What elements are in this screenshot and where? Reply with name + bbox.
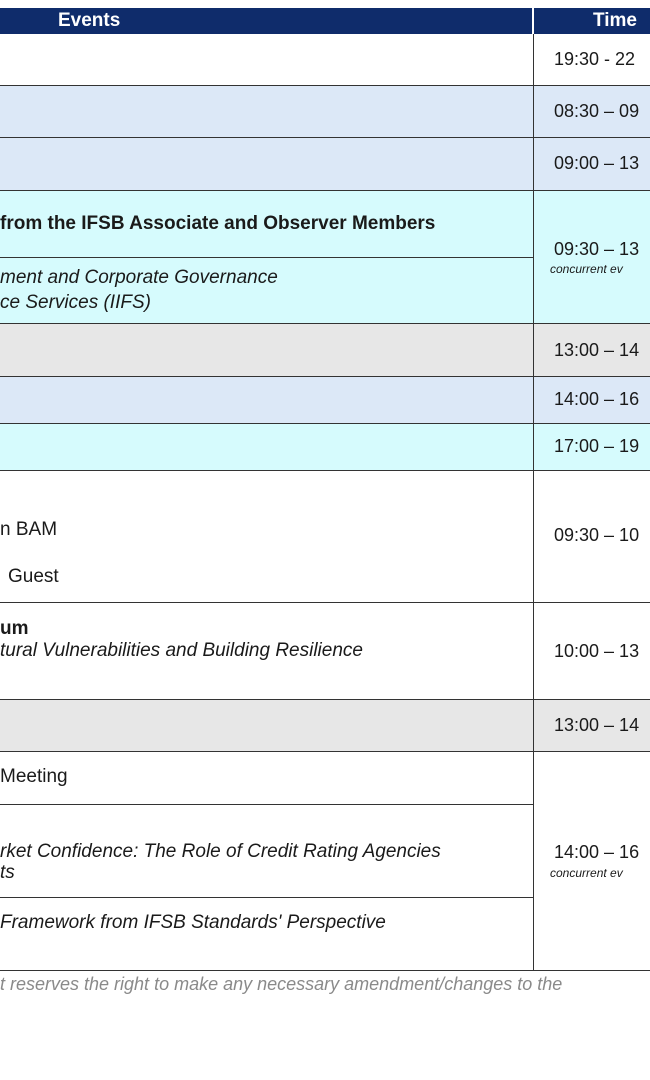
row-8-event-line2: Guest [8, 566, 59, 587]
row-4-time: 09:30 – 13 [554, 239, 640, 259]
row-divider [0, 376, 650, 377]
row-divider [0, 190, 650, 191]
row-5-time: 13:00 – 14 [554, 340, 640, 360]
row-divider [0, 699, 650, 700]
time-header-label: Time [593, 10, 638, 31]
row-7-time: 17:00 – 19 [554, 436, 640, 456]
row-divider [0, 257, 533, 258]
row-8-time: 09:30 – 10 [554, 525, 640, 545]
row-9-event-title: um [0, 618, 29, 639]
events-column-header [0, 8, 532, 34]
row-11-concurrent-note: concurrent ev [550, 866, 623, 880]
row-1-time: 19:30 - 22 [554, 49, 636, 69]
row-4-event-title: from the IFSB Associate and Observer Members [0, 213, 436, 234]
row-11-time: 14:00 – 16 [554, 842, 640, 862]
row-11-event-line3: Framework from IFSB Standards' Perspective [0, 912, 386, 933]
time-column-header [534, 8, 650, 34]
row-divider [0, 897, 533, 898]
row-10-time: 13:00 – 14 [554, 715, 640, 735]
row-11-event-line1: Meeting [0, 766, 68, 787]
row-divider [0, 602, 650, 603]
row-divider [0, 804, 533, 805]
row-11-event-sub-line1: rket Confidence: The Role of Credit Rating Agencies [0, 841, 441, 862]
table-bottom-border [0, 970, 650, 971]
row-11-event-sub-line2: ts [0, 862, 15, 883]
row-9-time: 10:00 – 13 [554, 641, 640, 661]
row-6-time: 14:00 – 16 [554, 389, 640, 409]
column-divider [533, 34, 534, 971]
row-8-event-line1: n BAM [0, 519, 58, 540]
row-divider [0, 137, 650, 138]
row-divider [0, 423, 650, 424]
row-4-concurrent-note: concurrent ev [550, 262, 623, 276]
row-3-time: 09:00 – 13 [554, 153, 640, 173]
row-2-time: 08:30 – 09 [554, 101, 640, 121]
events-header-label: Events [58, 10, 121, 31]
row-divider [0, 751, 650, 752]
row-divider [0, 85, 650, 86]
row-4-event-sub-line2: ce Services (IIFS) [0, 292, 151, 313]
footer-disclaimer: t reserves the right to make any necessary amendment/changes to the [0, 974, 563, 994]
row-4-event-sub-line1: ment and Corporate Governance [0, 267, 278, 288]
row-divider [0, 323, 650, 324]
row-9-event-sub: tural Vulnerabilities and Building Resilience [0, 640, 363, 661]
row-divider [0, 470, 650, 471]
